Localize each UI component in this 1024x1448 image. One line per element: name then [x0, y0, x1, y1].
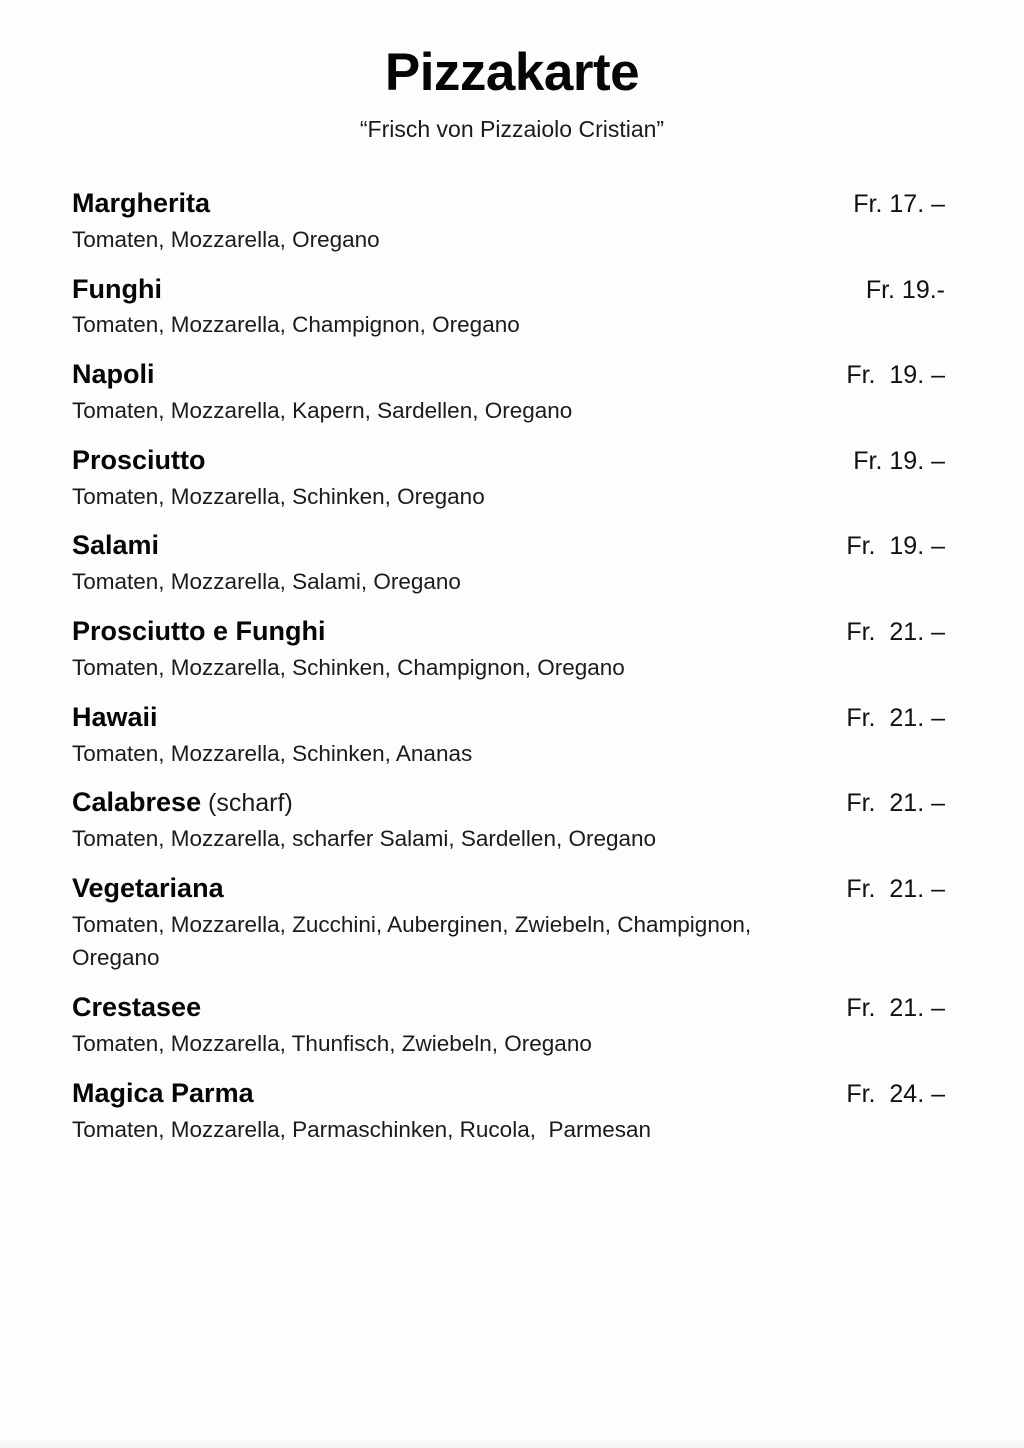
- menu-item-price: Fr. 21. –: [846, 874, 945, 903]
- menu-item-name-wrap: [72, 1078, 254, 1110]
- menu-item-price: Fr. 21. –: [846, 703, 945, 732]
- menu-item-name: Vegetariana: [72, 872, 224, 903]
- menu-item-name-wrap: [72, 616, 326, 648]
- menu-item-list: [72, 141, 952, 1146]
- menu-item-description: Tomaten, Mozzarella, Champignon, Oregano: [72, 312, 520, 338]
- menu-item-price: Fr. 19. –: [846, 361, 945, 390]
- menu-item-price: Fr. 19.-: [865, 275, 945, 304]
- menu-item-header: [72, 274, 952, 306]
- menu-item-name: Prosciutto: [72, 444, 206, 475]
- menu-item-description: Tomaten, Mozzarella, Thunfisch, Zwiebeln, Oregano: [72, 1031, 592, 1057]
- menu-item-header: [72, 188, 952, 220]
- menu-item-name: Calabrese: [72, 787, 202, 818]
- menu-item-header: [72, 616, 952, 648]
- menu-item-header: [72, 530, 952, 562]
- menu-item: [72, 856, 952, 975]
- menu-item-price: Fr. 21. –: [846, 994, 945, 1023]
- menu-item-name: Funghi: [72, 273, 162, 304]
- menu-item: [72, 342, 952, 428]
- menu-item-name: Napoli: [72, 359, 155, 390]
- menu-item-price: Fr. 21. –: [846, 618, 945, 647]
- menu-item: [72, 257, 952, 343]
- menu-item-name: Magica Parma: [72, 1077, 254, 1108]
- menu-item-qualifier: (scharf): [201, 789, 293, 818]
- menu-item-name-wrap: [72, 530, 159, 562]
- menu-item-name-wrap: [72, 992, 201, 1024]
- menu-item: [72, 770, 952, 856]
- menu-item: [72, 428, 952, 514]
- menu-item-header: [72, 359, 952, 391]
- menu-item-name-wrap: [72, 188, 210, 220]
- menu-item-name-wrap: [72, 873, 224, 905]
- page-title: Pizzakarte: [384, 43, 640, 102]
- menu-item-description: Tomaten, Mozzarella, Schinken, Champignon, Oregano: [72, 654, 625, 680]
- menu-item-description: Tomaten, Mozzarella, Parmaschinken, Rucola, Parmesan: [72, 1116, 652, 1142]
- menu-item-price: Fr. 24. –: [846, 1079, 945, 1108]
- menu-item: [72, 685, 952, 771]
- menu-item-name-wrap: [72, 445, 206, 477]
- menu-item-name: Prosciutto e Funghi: [72, 616, 326, 647]
- menu-item-header: [72, 873, 952, 905]
- menu-item: [72, 599, 952, 685]
- menu-item: [72, 171, 952, 257]
- menu-item-description: Tomaten, Mozzarella, Zucchini, Auberginen, Zwiebeln, Champignon, Oregano: [72, 911, 758, 971]
- menu-item-name-wrap: [72, 702, 158, 734]
- menu-item: [72, 975, 952, 1061]
- menu-item-header: [72, 787, 952, 819]
- menu-item-price: Fr. 17. –: [853, 190, 945, 218]
- menu-item-name: Hawaii: [72, 701, 158, 732]
- menu-item-description: Tomaten, Mozzarella, Schinken, Oregano: [72, 483, 485, 509]
- menu-item-name: Salami: [72, 530, 160, 561]
- menu-item-description: Tomaten, Mozzarella, Schinken, Ananas: [72, 740, 473, 766]
- menu-item: [72, 513, 952, 599]
- menu-item-price: Fr. 19. –: [846, 532, 945, 561]
- menu-item-description: Tomaten, Mozzarella, scharfer Salami, Sardellen, Oregano: [72, 826, 657, 852]
- menu-item-name-wrap: [72, 787, 293, 819]
- menu-item-header: [72, 992, 952, 1024]
- menu-item-name: Crestasee: [72, 992, 202, 1023]
- menu-item-description: Tomaten, Mozzarella, Kapern, Sardellen, Oregano: [72, 398, 573, 424]
- menu-item-header: [72, 1078, 952, 1110]
- menu-item-description: Tomaten, Mozzarella, Salami, Oregano: [72, 569, 461, 595]
- menu-item: [72, 1061, 952, 1147]
- menu-item-name-wrap: [72, 274, 162, 306]
- menu-item-name-wrap: [72, 359, 155, 391]
- menu-item-name: Margherita: [72, 188, 211, 218]
- menu-item-price: Fr. 19. –: [853, 446, 945, 475]
- menu-item-price: Fr. 21. –: [846, 789, 945, 818]
- menu-item-header: [72, 702, 952, 734]
- menu-item-description: Tomaten, Mozzarella, Oregano: [72, 226, 380, 252]
- menu-item-header: [72, 445, 952, 477]
- page-subtitle: “Frisch von Pizzaiolo Cristian”: [359, 116, 665, 142]
